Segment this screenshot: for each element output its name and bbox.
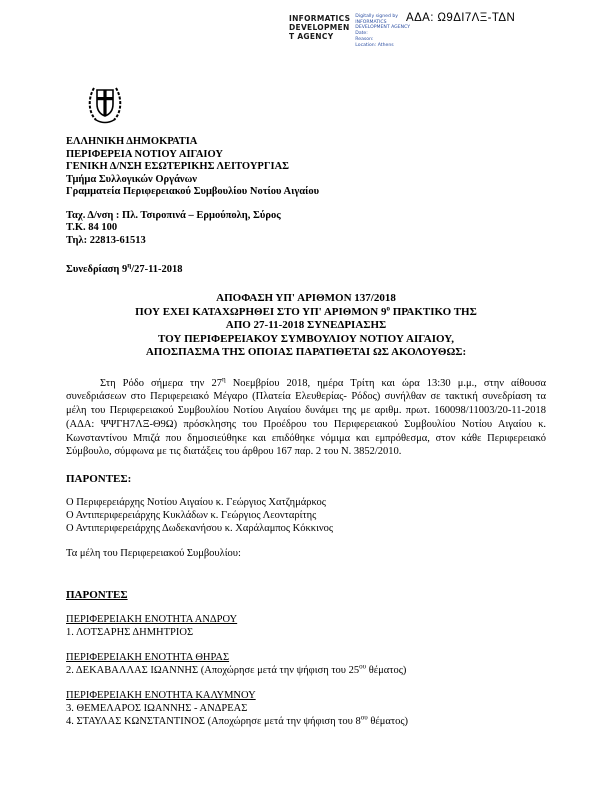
paragraph-text: Στη Ρόδο σήμερα την 27: [100, 377, 222, 389]
unit-thira: [66, 651, 546, 677]
member-text-post: θέματος): [367, 716, 409, 728]
decision-line-3: ΑΠΟ 27-11-2018 ΣΥΝΕΔΡΙΑΣΗΣ: [225, 319, 387, 331]
digital-signature-stamp: [289, 14, 419, 48]
greek-coat-of-arms-icon: [86, 82, 124, 131]
decision-line-2-text-post: ΠΡΑΚΤΙΚΟ ΤΗΣ: [390, 305, 477, 318]
paragraph-text-post: Νοεμβρίου 2018, ημέρα Τρίτη και ώρα 13:30 μ.μ., στην αίθουσα συνεδριάσεων στο Περιφερειακό Μέγαρο (Πλατεία Ελευθερίας- Ρόδος) συνήλθαν σε τακτική συνεδρίαση τα μέλη του Περιφερειακού Συμβουλίου Νοτίου Αιγαίου δυνάμει της με αριθμ. πρωτ. 160098/11003/20-11-2018 (ΑΔΑ: ΨΨΓΗ7ΛΞ-Θ9Ω) πρόσκλησης του Προέδρου του Περιφερειακού Συμβουλίου Νοτίου Αιγαίου κ. Κωνσταντίνου Μπιζά που δημοσιεύθηκε και επιδόθηκε νόμιμα και εμπρόθεσμα, στον κάθε Περιφερειακό Σύμβουλο, σύμφωνα με τις διατάξεις του άρθρου 167 παρ. 2 του Ν. 3852/2010.: [66, 377, 547, 458]
official-vice-governor-dodecanese: Ο Αντιπεριφερειάρχης Δωδεκανήσου κ. Χαράλαμπος Κόκκινος: [66, 523, 334, 535]
unit-header-kalymnos: ΠΕΡΙΦΕΡΕΙΑΚΗ ΕΝΟΤΗΤΑ ΚΑΛΥΜΝΟΥ: [66, 690, 256, 702]
contact-address: Ταχ. Δ/νση : Πλ. Τσιροπινά – Ερμούπολη, Σύρος: [66, 209, 281, 221]
org-line-region: ΠΕΡΙΦΕΡΕΙΑ ΝΟΤΙΟΥ ΑΙΓΑΙΟΥ: [66, 148, 223, 160]
contact-postal-code: Τ.Κ. 84 100: [66, 222, 118, 233]
member-superscript: ου: [360, 713, 368, 722]
session-line: [66, 261, 546, 275]
present-members-heading: ΠΑΡΟΝΤΕΣ: [66, 589, 128, 602]
decision-line-5: ΑΠΟΣΠΑΣΜΑ ΤΗΣ ΟΠΟΙΑΣ ΠΑΡΑΤΙΘΕΤΑΙ ΩΣ ΑΚΟΛΟΥΘΩΣ:: [145, 346, 467, 358]
session-date: /27-11-2018: [131, 264, 183, 275]
signature-detail-line: Date:: [355, 31, 368, 37]
unit-andros: [66, 613, 546, 639]
member-text: 2. ΔΕΚΑΒΑΛΛΑΣ ΙΩΑΝΝΗΣ (Αποχώρησε μετά την ψήφιση του 25: [66, 665, 360, 677]
signature-detail-line: Digitally signed by: [355, 14, 398, 19]
present-heading: ΠΑΡΟΝΤΕΣ:: [66, 473, 132, 486]
member-text-post: θέματος): [366, 665, 407, 677]
unit-header-thira: ΠΕΡΙΦΕΡΕΙΑΚΗ ΕΝΟΤΗΤΑ ΘΗΡΑΣ: [66, 652, 230, 664]
member-text: 1. ΛΟΤΣΑΡΗΣ ΔΗΜΗΤΡΙΟΣ: [66, 627, 194, 639]
decision-line-2-superscript: ο: [386, 303, 390, 312]
session-text: Συνεδρίαση 9: [66, 264, 128, 275]
member-line: [66, 702, 546, 715]
unit-kalymnos: [66, 689, 546, 728]
decision-line-2-text: ΠΟΥ ΕΧΕΙ ΚΑΤΑΧΩΡΗΘΕΙ ΣΤΟ ΥΠ' ΑΡΙΘΜΟΝ 9: [135, 305, 387, 318]
signature-detail-line: Location: Athens: [355, 42, 394, 48]
session-superscript: η: [127, 261, 132, 270]
signing-agency-name: [289, 14, 350, 41]
org-line-republic: ΕΛΛΗΝΙΚΗ ΔΗΜΟΚΡΑΤΙΑ: [66, 136, 198, 147]
document-body: [66, 136, 546, 728]
org-line-secretariat: Γραμματεία Περιφερειακού Συμβουλίου Νοτίου Αιγαίου: [66, 186, 320, 197]
agency-line: INFORMATICS: [289, 14, 351, 23]
member-line: [66, 626, 546, 639]
member-text: 3. ΘΕΜΕΛΑΡΟΣ ΙΩΑΝΝΗΣ - ΑΝΔΡΕΑΣ: [66, 703, 248, 715]
ada-code: ΑΔΑ: Ω9ΔΙ7ΛΞ-ΤΔΝ: [406, 12, 516, 24]
members-intro-line: Τα μέλη του Περιφερειακού Συμβουλίου:: [66, 548, 241, 560]
member-superscript: ου: [359, 662, 367, 671]
member-line: [66, 715, 546, 728]
unit-header-andros: ΠΕΡΙΦΕΡΕΙΑΚΗ ΕΝΟΤΗΤΑ ΑΝΔΡΟΥ: [66, 614, 238, 626]
introductory-paragraph: [66, 377, 546, 460]
org-line-directorate: ΓΕΝΙΚΗ Δ/ΝΣΗ ΕΣΩΤΕΡΙΚΗΣ ΛΕΙΤΟΥΡΓΙΑΣ: [66, 161, 290, 172]
member-line: [66, 664, 546, 677]
letterhead: [66, 136, 546, 199]
agency-line: T AGENCY: [289, 32, 334, 41]
signature-detail-line: INFORMATICS: [355, 19, 387, 25]
decision-line-2: [66, 303, 546, 320]
decision-heading: [66, 292, 546, 360]
decision-line-1: ΑΠΟΦΑΣΗ ΥΠ' ΑΡΙΘΜΟΝ 137/2018: [216, 292, 396, 304]
contact-block: [66, 210, 546, 248]
officials-list: [66, 496, 546, 535]
signature-detail-line: DEVELOPMENT AGENCY: [355, 25, 411, 31]
paragraph-superscript: η: [221, 375, 226, 383]
signature-details: [355, 14, 419, 48]
official-governor: Ο Περιφερειάρχης Νοτίου Αιγαίου κ. Γεώργιος Χατζημάρκος: [66, 497, 326, 509]
agency-line: DEVELOPMEN: [289, 23, 350, 32]
contact-phone: Τηλ: 22813-61513: [66, 234, 146, 246]
org-line-department: Τμήμα Συλλογικών Οργάνων: [66, 173, 197, 185]
decision-line-4: ΤΟΥ ΠΕΡΙΦΕΡΕΙΑΚΟΥ ΣΥΜΒΟΥΛΙΟΥ ΝΟΤΙΟΥ ΑΙΓΑΙΟΥ,: [158, 332, 454, 345]
signature-detail-line: Reason:: [355, 36, 374, 42]
member-text: 4. ΣΤΑΥΛΑΣ ΚΩΝΣΤΑΝΤΙΝΟΣ (Αποχώρησε μετά την ψήφιση του 8: [66, 716, 361, 728]
official-vice-governor-cyclades: Ο Αντιπεριφερειάρχης Κυκλάδων κ. Γεώργιος Λεονταρίτης: [66, 510, 317, 522]
